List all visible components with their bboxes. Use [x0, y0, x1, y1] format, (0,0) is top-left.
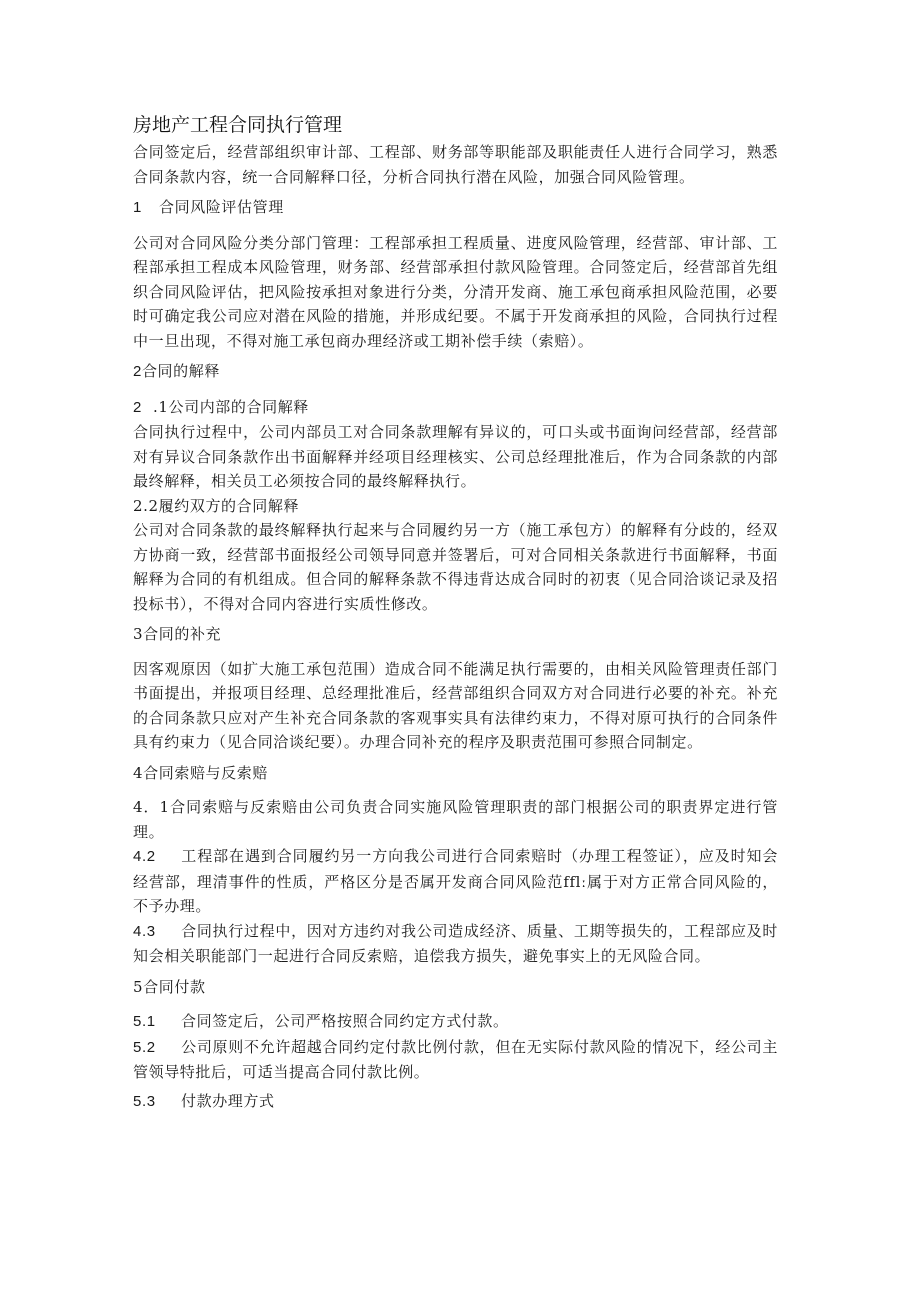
- section-2-2-heading: [133, 494, 778, 519]
- section-5-heading: [133, 975, 778, 1000]
- section-3-title: 3合同的补充: [133, 625, 222, 643]
- section-2-2-title: 2.2履约双方的合同解释: [133, 496, 300, 515]
- section-4-heading: [133, 761, 778, 786]
- section-5-1-number: 5.1: [133, 1013, 156, 1030]
- section-1-heading: [133, 195, 778, 221]
- section-4-3-body: 合同执行过程中，因对方违约对我公司造成经济、质量、工期等损失的，工程部应及时知会相关职能部门一起进行合同反索赔，追偿我方损失，避免事实上的无风险合同。: [133, 921, 778, 965]
- section-5-3-body: 付款办理方式: [181, 1091, 275, 1110]
- section-3-body: 因客观原因（如扩大施工承包范围）造成合同不能满足执行需要的，由相关风险管理责任部门书面提出，并报项目经理、总经理批准后，经营部组织合同双方对合同进行必要的补充。补充的合同条款只应对产生补充合同条款的客观事实具有法律约束力，不得对原可执行的合同条件具有约束力（见合同洽谈纪要）。办理合同补充的程序及职责范围可参照合同制定。: [133, 659, 778, 751]
- section-1-title: 合同风险评估管理: [159, 198, 284, 216]
- section-5-1-body: 合同签定后，公司严格按照合同约定方式付款。: [181, 1012, 509, 1030]
- document-title: 房地产工程合同执行管理: [133, 114, 343, 136]
- section-5-2-body: 公司原则不允许超越合同约定付款比例付款，但在无实际付款风险的情况下，经公司主管领导特批后，可适当提高合同付款比例。: [133, 1037, 778, 1081]
- section-2-1-heading: [133, 395, 778, 421]
- intro-paragraph: 合同签定后，经营部组织审计部、工程部、财务部等职能部及职能责任人进行合同学习，熟悉合同条款内容，统一合同解释口径，分析合同执行潜在风险，加强合同风险管理。: [133, 143, 778, 186]
- section-4-2-body: 工程部在遇到合同履约另一方向我公司进行合同索赔时（办理工程签证），应及时知会经营部，理清事件的性质，严格区分是否属开发商合同风险范fflː属于对方正常合同风险的，不予办理。: [133, 847, 778, 915]
- section-5-2-item: [133, 1035, 778, 1085]
- section-3-heading: [133, 622, 778, 647]
- section-1-body: 公司对合同风险分类分部门管理：工程部承担工程质量、进度风险管理，经营部、审计部、工程部承担工程成本风险管理，财务部、经营部承担付款风险管理。合同签定后，经营部首先组织合同风险评估，把风险按承担对象进行分类，分清开发商、施工承包商承担风险范围，必要时可确定我公司应对潜在风险的措施，并形成纪要。不属于开发商承担的风险，合同执行过程中一旦出现，不得对施工承包商办理经济或工期补偿手续（索赔）。: [133, 233, 778, 350]
- section-2-1-number: 2: [133, 398, 142, 416]
- section-2-heading: [133, 359, 778, 385]
- section-4-3-number: 4.3: [133, 922, 156, 940]
- section-4-2-number: 4.2: [133, 848, 156, 865]
- section-1-number: 1: [133, 199, 142, 216]
- section-5-1-item: [133, 1009, 778, 1035]
- section-5-3-item: [133, 1089, 778, 1115]
- section-2-1-title: .1公司内部的合同解释: [153, 397, 309, 416]
- section-5-title: 5合同付款: [133, 977, 206, 996]
- section-4-title: 4合同索赔与反索赔: [133, 763, 268, 782]
- section-4-1-item: 4．1合同索赔与反索赔由公司负责合同实施风险管理职责的部门根据公司的职责界定进行管理。: [133, 798, 778, 841]
- section-4-3-item: [133, 919, 778, 969]
- section-4-2-item: [133, 844, 778, 919]
- section-2-2-body: 公司对合同条款的最终解释执行起来与合同履约另一方（施工承包方）的解释有分歧的，经双方协商一致，经营部书面报经公司领导同意并签署后，可对合同相关条款进行书面解释，书面解释为合同的有机组成。但合同的解释条款不得违背达成合同时的初衷（见合同洽谈记录及招投标书），不得对合同内容进行实质性修改。: [133, 521, 778, 613]
- section-5-3-number: 5.3: [133, 1092, 156, 1110]
- document-page: [133, 112, 778, 1114]
- section-5-2-number: 5.2: [133, 1038, 156, 1056]
- section-2-1-body: 合同执行过程中，公司内部员工对合同条款理解有异议的，可口头或书面询问经营部，经营部对有异议合同条款作出书面解释并经项目经理核实、公司总经理批准后，作为合同条款的内部最终解释，相关员工必须按合同的最终解释执行。: [133, 423, 778, 490]
- section-2-title: 2合同的解释: [133, 363, 220, 380]
